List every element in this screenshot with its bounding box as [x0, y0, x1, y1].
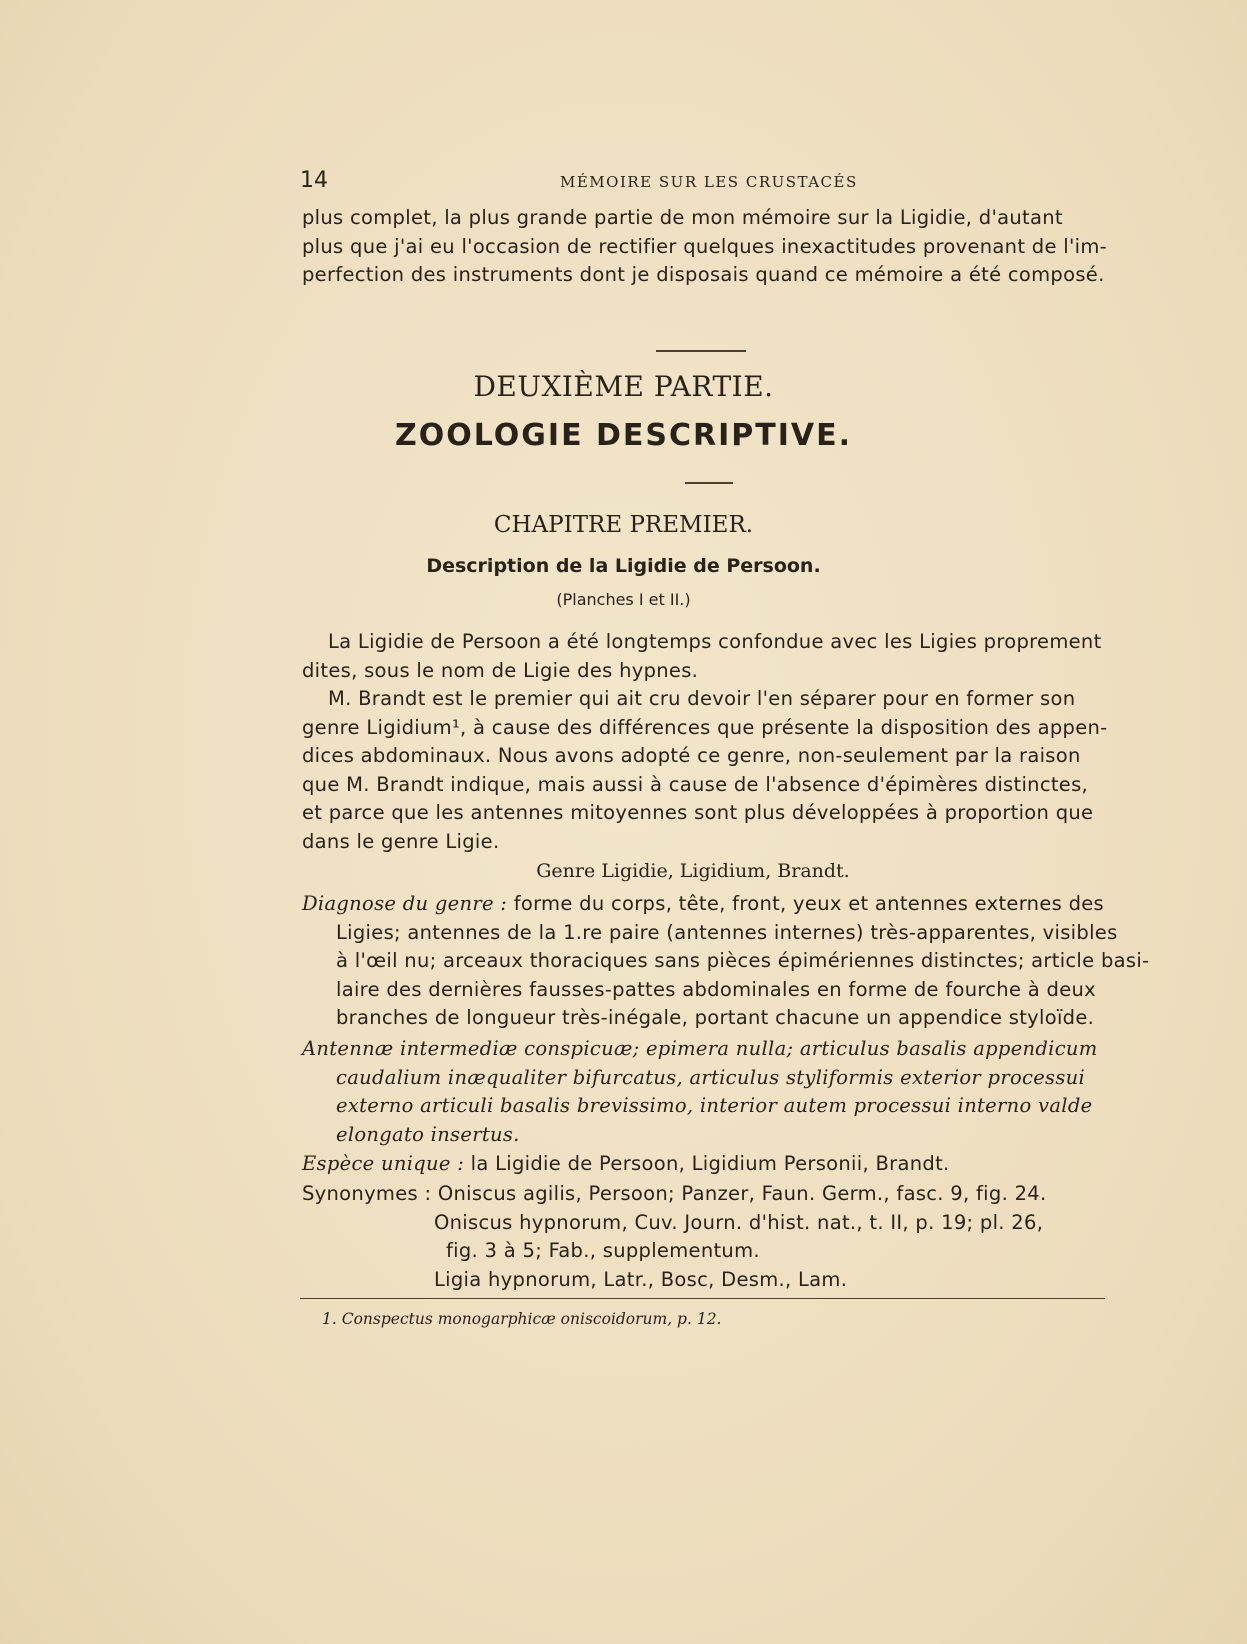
- section-title: ZOOLOGIE DESCRIPTIVE.: [394, 418, 853, 453]
- synonymes-text: Oniscus agilis, Persoon; Panzer, Faun. Germ., fasc. 9, fig. 24.: [437, 1182, 1047, 1205]
- espece-label: Espèce unique :: [302, 1152, 465, 1175]
- diagnose-block: [302, 890, 1150, 1033]
- synonymes-first-line: [302, 1180, 1088, 1209]
- paragraph-line: M. Brandt est le premier qui ait cru devoir l'en séparer pour en former son: [328, 687, 1076, 710]
- espece-text: la Ligidie de Persoon, Ligidium Personii, Brandt.: [470, 1152, 950, 1175]
- latin-line: caudalium inæqualiter bifurcatus, articulus styliformis exterior processui: [336, 1065, 1086, 1089]
- synonymes-block: [302, 1180, 1088, 1294]
- intro-line: plus que j'ai eu l'occasion de rectifier quelques inexactitudes provenant de l'im-: [302, 234, 1107, 258]
- paragraph-line: et parce que les antennes mitoyennes sont plus développées à proportion que: [302, 801, 1094, 824]
- latin-line: Antennæ intermediæ conspicuæ; epimera nulla; articulus basalis appendicum: [302, 1037, 1098, 1060]
- paragraph-1: [302, 628, 1102, 685]
- paragraph-line: genre Ligidium¹, à cause des différences que présente la disposition des appen-: [302, 715, 1108, 739]
- paragraph-2: [302, 685, 1108, 856]
- synonymes-label: Synonymes :: [302, 1182, 432, 1205]
- diagnose-first-line: [302, 890, 1105, 919]
- chapter-subtitle: Description de la Ligidie de Persoon.: [426, 555, 821, 577]
- divider-rule: [656, 350, 746, 352]
- chapter-title: CHAPITRE PREMIER.: [493, 512, 754, 538]
- footnote-rule: [300, 1298, 1105, 1299]
- footnote: 1. Conspectus monogarphicæ oniscoidorum, p. 12.: [322, 1310, 722, 1328]
- diagnose-line: branches de longueur très-inégale, portant chacune un appendice styloïde.: [336, 1006, 1095, 1029]
- genus-heading: Genre Ligidie, Ligidium, Brandt.: [536, 860, 850, 882]
- paragraph-line: que M. Brandt indique, mais aussi à cause de l'absence d'épimères distinctes,: [302, 772, 1089, 796]
- paragraph-line: dans le genre Ligie.: [302, 829, 500, 853]
- intro-line: plus complet, la plus grande partie de mon mémoire sur la Ligidie, d'autant: [302, 206, 1063, 229]
- synonymes-line: Ligia hypnorum, Latr., Bosc, Desm., Lam.: [434, 1267, 848, 1291]
- paragraph-line: La Ligidie de Persoon a été longtemps confondue avec les Ligies proprement: [328, 630, 1102, 653]
- espece-line: [302, 1150, 1088, 1179]
- espece-block: [302, 1150, 1088, 1179]
- latin-line: elongato insertus.: [336, 1122, 520, 1146]
- latin-line: externo articuli basalis brevissimo, interior autem processui interno valde: [336, 1094, 1093, 1117]
- diagnose-line: Ligies; antennes de la 1.re paire (antennes internes) très-apparentes, visibles: [336, 920, 1118, 944]
- divider-rule: [685, 482, 733, 484]
- diagnose-text: forme du corps, tête, front, yeux et antennes externes des: [513, 892, 1105, 915]
- diagnose-line: à l'œil nu; arceaux thoraciques sans pièces épimériennes distinctes; article basi-: [336, 949, 1150, 972]
- latin-diagnosis: [302, 1035, 1098, 1149]
- running-title: MÉMOIRE SUR LES CRUSTACÉS: [560, 173, 858, 191]
- paragraph-line: dices abdominaux. Nous avons adopté ce genre, non-seulement par la raison: [302, 744, 1081, 767]
- intro-line: perfection des instruments dont je disposais quand ce mémoire a été composé.: [302, 263, 1105, 286]
- plates-reference: (Planches I et II.): [556, 590, 691, 609]
- part-title: DEUXIÈME PARTIE.: [473, 370, 774, 403]
- diagnose-line: laire des dernières fausses-pattes abdominales en forme de fourche à deux: [336, 977, 1096, 1001]
- intro-paragraph: [302, 204, 1107, 290]
- synonymes-line: fig. 3 à 5; Fab., supplementum.: [446, 1239, 760, 1262]
- page-number: 14: [300, 168, 328, 193]
- paragraph-line: dites, sous le nom de Ligie des hypnes.: [302, 658, 699, 682]
- diagnose-label: Diagnose du genre :: [302, 892, 508, 915]
- synonymes-line: Oniscus hypnorum, Cuv. Journ. d'hist. nat., t. II, p. 19; pl. 26,: [434, 1210, 1044, 1234]
